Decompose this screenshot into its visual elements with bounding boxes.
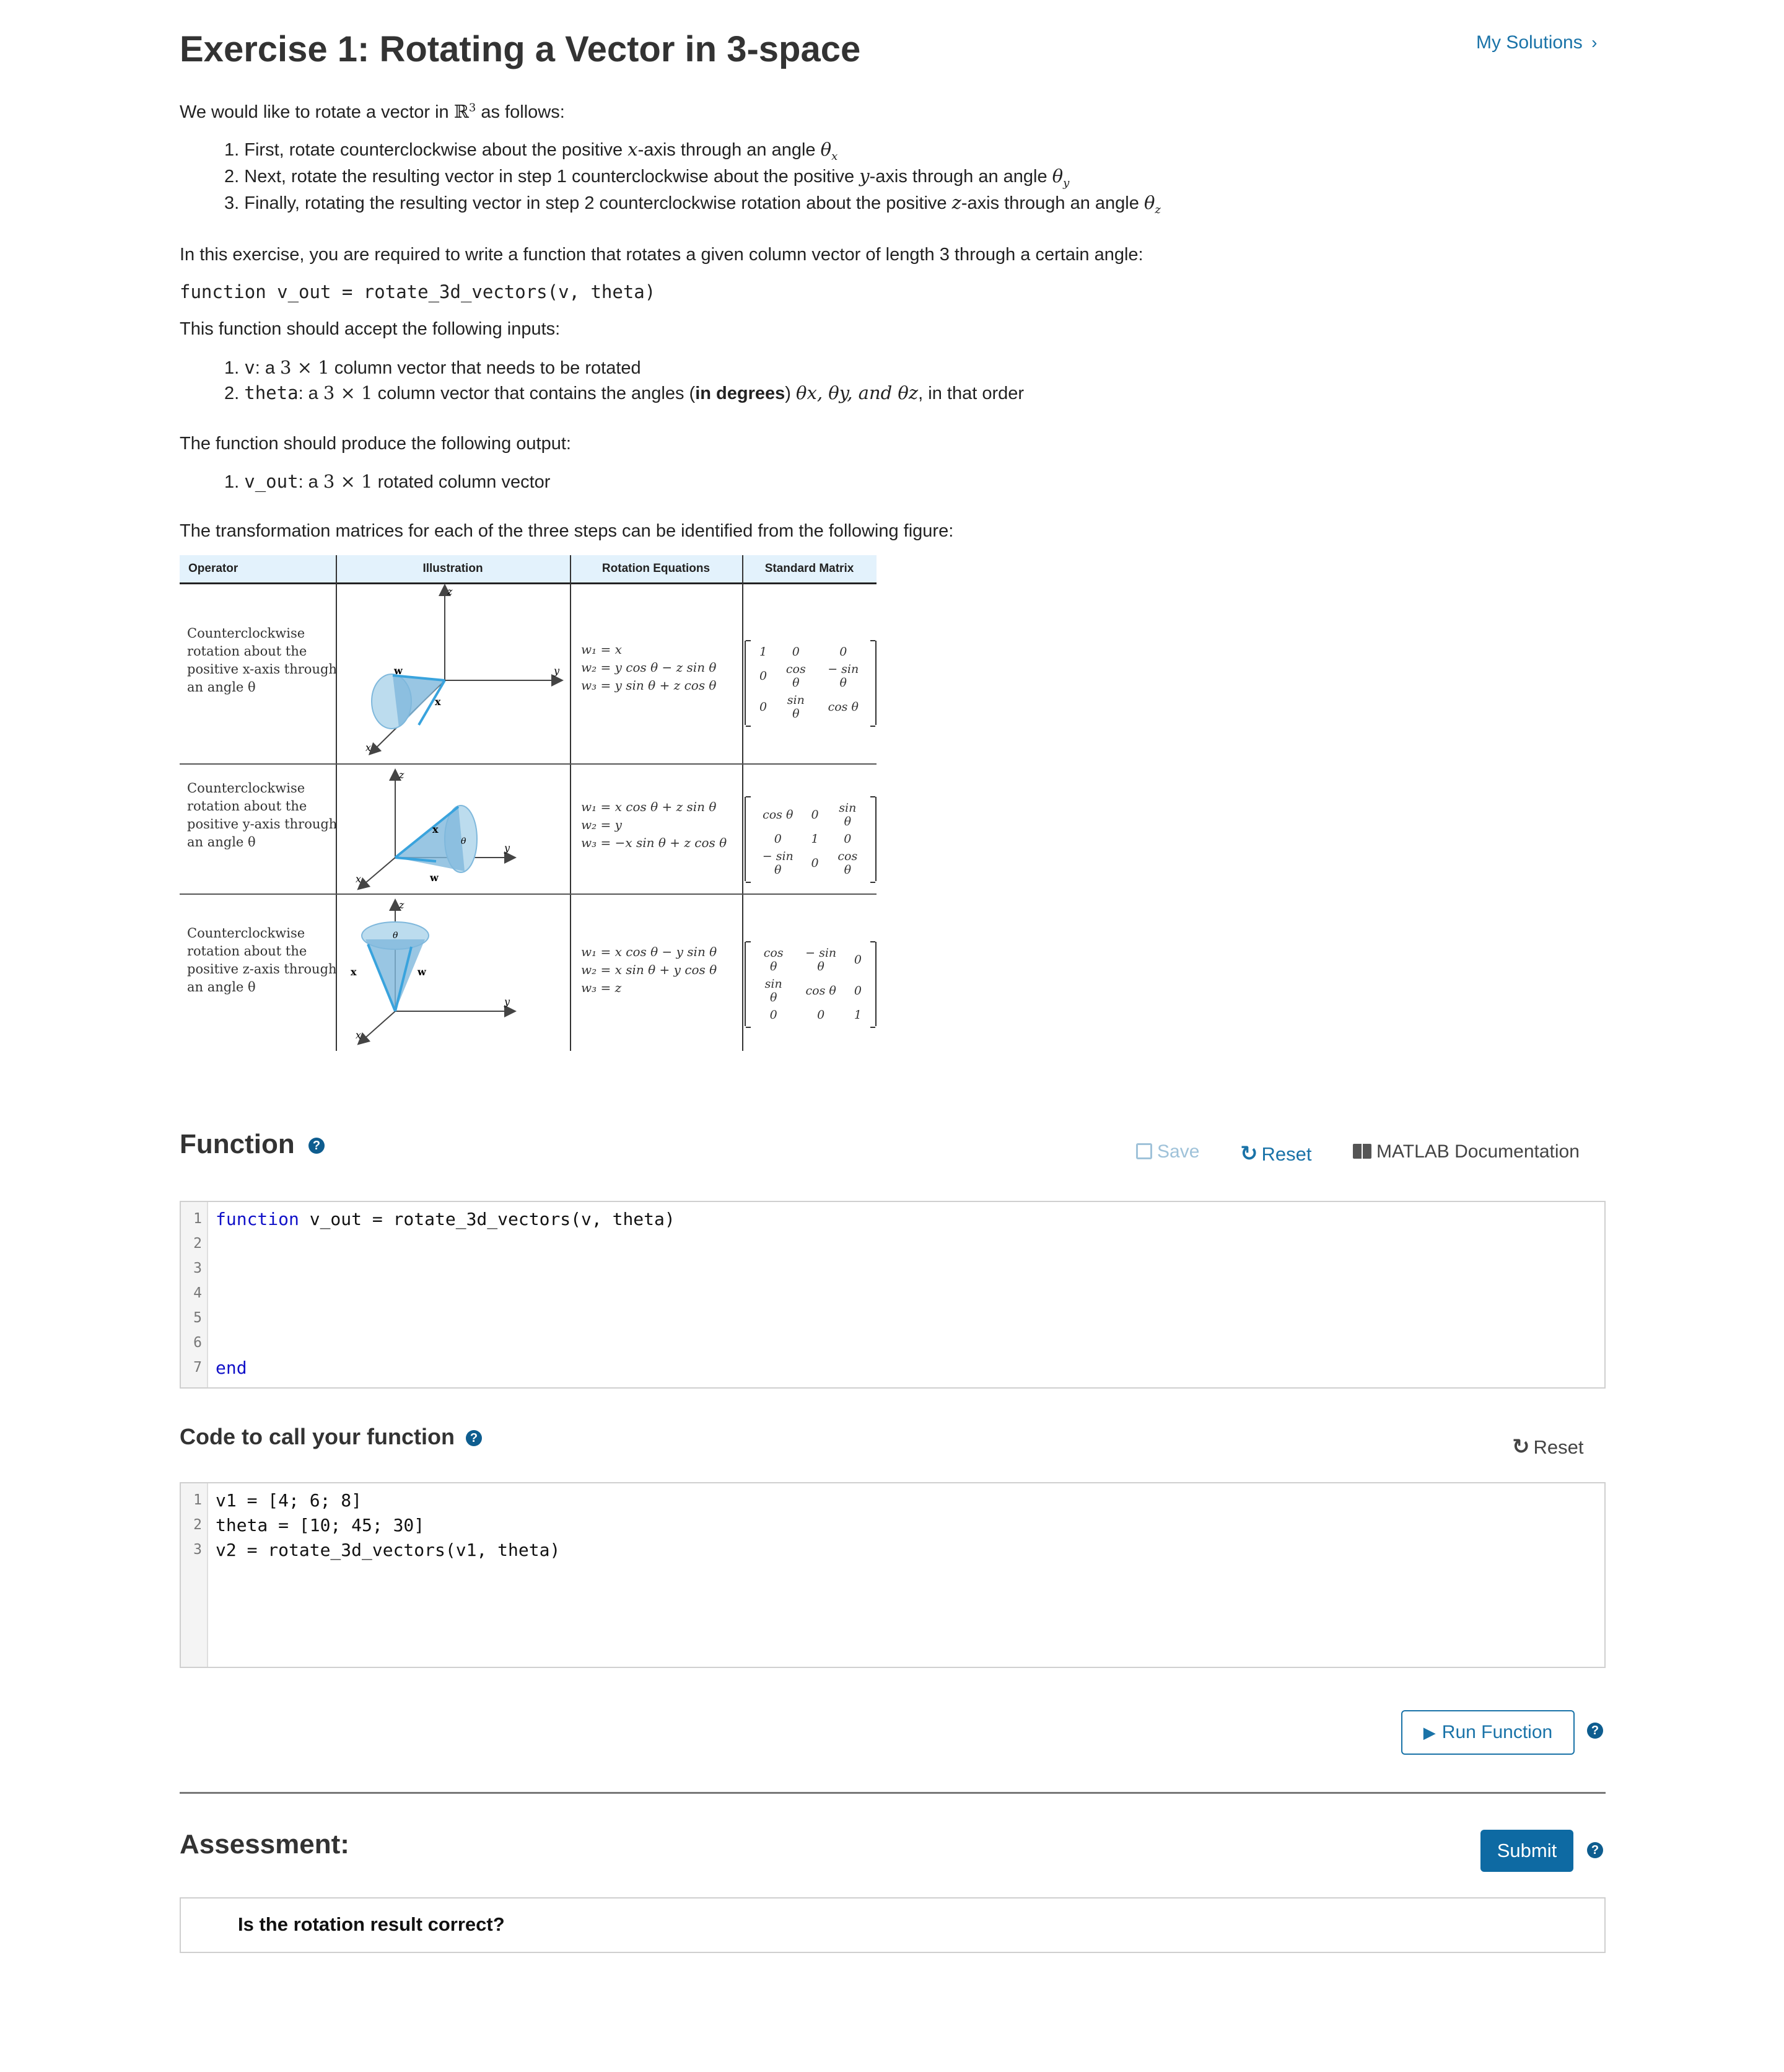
code-line[interactable]: v2 = rotate_3d_vectors(v1, theta)	[216, 1540, 561, 1560]
play-icon: ▶	[1423, 1723, 1436, 1742]
space-exponent: 3	[468, 101, 476, 115]
help-icon[interactable]: ?	[466, 1430, 482, 1446]
axis-label: θ	[461, 836, 466, 846]
submit-button[interactable]: Submit	[1480, 1830, 1573, 1872]
requirement-text: In this exercise, you are required to write a function that rotates a given column vector of length 3 through a certain angle:	[180, 245, 1143, 265]
chevron-right-icon: ›	[1591, 33, 1598, 52]
line-number: 3	[193, 1542, 202, 1558]
help-icon[interactable]: ?	[308, 1138, 325, 1154]
figure-equations-z: w₁ = x cos θ − y sin θ w₂ = x sin θ + y cos θ w₃ = z	[581, 944, 717, 995]
line-number: 4	[193, 1285, 202, 1301]
matrix-z: cos θ − sin θ 0 sin θ cos θ 0 0 0 1	[745, 942, 877, 1026]
figure-operator-x: Counterclockwise rotation about the positive x-axis through an angle θ	[187, 626, 337, 695]
inputs-label: This function should accept the following inputs:	[180, 319, 561, 339]
figure-divider	[742, 555, 743, 1051]
save-icon	[1136, 1143, 1152, 1159]
code-line[interactable]: end	[216, 1358, 247, 1378]
figure-header-operator: Operator	[180, 555, 344, 582]
list-item: 1. v: a 3 × 1 column vector that needs to be rotated	[224, 357, 641, 378]
list-item: 1. First, rotate counterclockwise about the positive x-axis through an angle $\theta_x$	[224, 139, 838, 163]
figure-operator-z: Counterclockwise rotation about the positive z-axis through an angle θ	[187, 926, 337, 994]
line-number: 5	[193, 1310, 202, 1326]
axis-label: y	[504, 842, 510, 854]
axis-label: y	[554, 665, 560, 677]
code-line[interactable]: v1 = [4; 6; 8]	[216, 1490, 362, 1511]
help-icon[interactable]: ?	[1587, 1723, 1603, 1739]
axis-label: w	[394, 665, 403, 677]
matlab-documentation-link[interactable]: MATLAB Documentation	[1353, 1141, 1580, 1162]
list-item: 3. Finally, rotating the resulting vector in step 2 counterclockwise rotation about the positive z-axis through an angle $\theta_z$	[224, 192, 1161, 216]
page-title: Exercise 1: Rotating a Vector in 3-space	[180, 29, 861, 69]
intro-text: We would like to rotate a vector in	[180, 102, 449, 122]
save-button[interactable]: Save	[1136, 1141, 1199, 1162]
axis-label: x	[365, 742, 372, 753]
rotation-figure	[180, 555, 877, 1051]
axis-label: x	[435, 696, 441, 708]
line-number: 1	[193, 1211, 202, 1227]
line-number: 7	[193, 1359, 202, 1376]
illustration-y-rotation	[337, 765, 569, 893]
axis-label: θ	[393, 931, 398, 941]
call-section-title: Code to call your function ?	[180, 1424, 482, 1450]
axis-label: x	[356, 873, 362, 885]
section-divider	[180, 1792, 1606, 1794]
matrix-x: 1 0 0 0 cos θ − sin θ 0 sin θ cos θ	[745, 641, 877, 725]
code-line[interactable]: theta = [10; 45; 30]	[216, 1515, 425, 1535]
figure-equations-y: w₁ = x cos θ + z sin θ w₂ = y w₃ = −x sin θ + z cos θ	[581, 799, 727, 850]
axis-label: w	[418, 966, 426, 978]
reset-icon: ↻	[1240, 1142, 1258, 1166]
test-title: Is the rotation result correct?	[238, 1913, 505, 1935]
assessment-test-card	[180, 1897, 1606, 1953]
illustration-z-rotation	[337, 895, 569, 1051]
matrix-y: cos θ 0 sin θ 0 1 0 − sin θ 0 cos θ	[745, 797, 877, 881]
function-reset-button[interactable]: ↻ Reset	[1240, 1142, 1312, 1166]
run-function-button[interactable]: ▶ Run Function	[1401, 1710, 1575, 1755]
assessment-title: Assessment:	[180, 1829, 349, 1859]
axis-label: z	[399, 769, 404, 781]
figure-divider	[570, 555, 571, 1051]
line-number: 3	[193, 1260, 202, 1276]
axis-label: z	[447, 586, 453, 597]
axis-label: x	[356, 1029, 362, 1041]
help-icon[interactable]: ?	[1587, 1842, 1603, 1858]
function-signature: function v_out = rotate_3d_vectors(v, theta)	[180, 281, 656, 302]
intro-line	[180, 101, 565, 123]
list-item: 2. theta: a 3 × 1 column vector that contains the angles (in degrees) θx, θy, and θz, in that order	[224, 382, 1025, 403]
reset-icon: ↻	[1512, 1435, 1530, 1459]
figure-caption: The transformation matrices for each of the three steps can be identified from the following figure:	[180, 521, 954, 541]
my-solutions-link[interactable]	[1476, 32, 1597, 53]
steps-list	[224, 139, 1161, 219]
illustration-x-rotation	[337, 584, 569, 763]
line-number-gutter	[181, 1483, 208, 1667]
book-icon	[1353, 1144, 1371, 1159]
call-code-editor[interactable]	[180, 1482, 1606, 1668]
figure-operator-y: Counterclockwise rotation about the positive y-axis through an angle θ	[187, 781, 338, 849]
figure-header-matrix: Standard Matrix	[742, 555, 877, 582]
real-space-symbol: ℝ	[453, 101, 469, 122]
output-label: The function should produce the following output:	[180, 434, 571, 454]
function-section-title: Function ?	[180, 1129, 325, 1160]
list-item: 1. v_out: a 3 × 1 rotated column vector	[224, 471, 551, 492]
line-number: 2	[193, 1517, 202, 1533]
code-line[interactable]: function v_out = rotate_3d_vectors(v, theta)	[216, 1209, 675, 1229]
line-number: 2	[193, 1236, 202, 1252]
call-reset-button[interactable]: ↻ Reset	[1512, 1435, 1584, 1459]
function-code-editor[interactable]	[180, 1201, 1606, 1389]
list-item: 2. Next, rotate the resulting vector in step 1 counterclockwise about the positive y-axis through an angle $\theta_y$	[224, 165, 1070, 190]
axis-label: x	[351, 966, 357, 978]
my-solutions-label: My Solutions	[1476, 32, 1583, 53]
axis-label: w	[430, 872, 439, 884]
axis-label: x	[432, 823, 439, 835]
figure-header-illustration: Illustration	[336, 555, 570, 582]
figure-equations-x: w₁ = x w₂ = y cos θ − z sin θ w₃ = y sin θ + z cos θ	[581, 642, 717, 693]
axis-label: z	[399, 899, 404, 911]
line-number: 6	[193, 1335, 202, 1351]
line-number: 1	[193, 1492, 202, 1508]
axis-label: y	[504, 996, 510, 1007]
intro-text-end: as follows:	[481, 102, 565, 122]
figure-header-equations: Rotation Equations	[570, 555, 742, 582]
